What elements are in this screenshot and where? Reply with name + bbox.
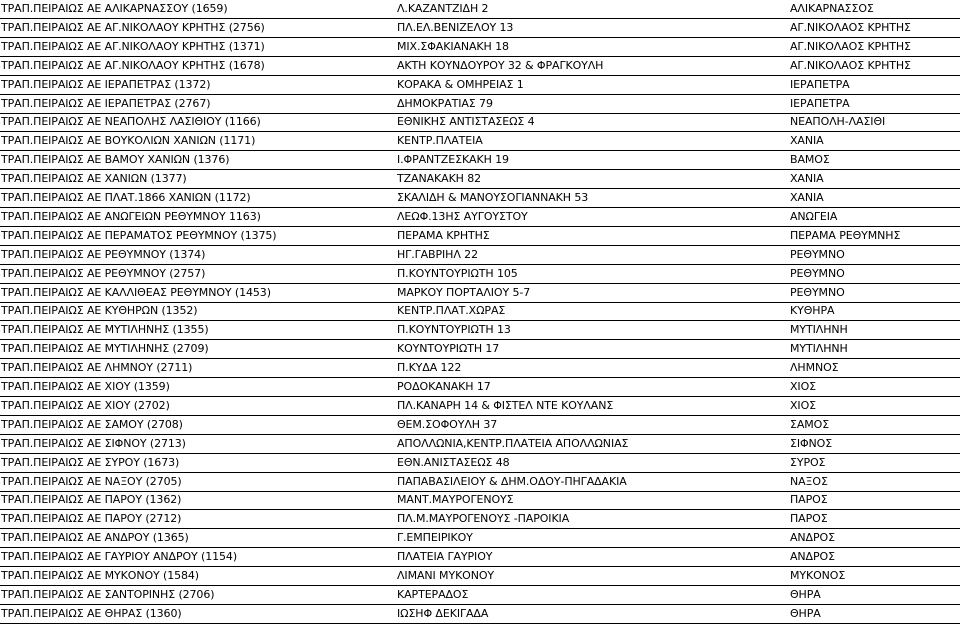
table-row (0, 76, 960, 95)
table-row (0, 435, 960, 454)
branch-name-cell: ΤΡΑΠ.ΠΕΙΡΑΙΩΣ ΑΕ ΠΑΡΟΥ (2712) (1, 512, 182, 526)
table-row (0, 57, 960, 76)
table-row (0, 227, 960, 246)
street-address-cell: Ι.ΦΡΑΝΤΖΕΣΚΑΚΗ 19 (397, 153, 509, 167)
branch-name-cell: ΤΡΑΠ.ΠΕΙΡΑΙΩΣ ΑΕ ΡΕΘΥΜΝΟΥ (2757) (1, 266, 206, 280)
street-address-cell: ΡΟΔΟΚΑΝΑΚΗ 17 (397, 380, 491, 393)
city-cell: ΑΝΩΓΕΙΑ (790, 209, 838, 223)
table-row (0, 170, 960, 189)
city-cell: ΑΓ.ΝΙΚΟΛΑΟΣ ΚΡΗΤΗΣ (790, 39, 911, 53)
city-cell: ΝΕΑΠΟΛΗ-ΛΑΣΙΘΙ (790, 115, 886, 129)
table-row (0, 95, 960, 114)
branch-name-cell: ΤΡΑΠ.ΠΕΙΡΑΙΩΣ ΑΕ ΜΥΤΙΛΗΝΗΣ (1355) (1, 323, 209, 337)
branch-name-cell: ΤΡΑΠ.ΠΕΙΡΑΙΩΣ ΑΕ ΜΥΚΟΝΟΥ (1584) (1, 569, 199, 582)
street-address-cell: ΗΓ.ΓΑΒΡΙΗΛ 22 (397, 247, 478, 261)
street-address-cell: ΘΕΜ.ΣΟΦΟΥΛΗ 37 (397, 417, 498, 431)
street-address-cell: ΛΕΩΦ.13ΗΣ ΑΥΓΟΥΣΤΟΥ (397, 209, 528, 223)
table-row (0, 132, 960, 151)
street-address-cell: ΠΛΑΤΕΙΑ ΓΑΥΡΙΟΥ (397, 550, 493, 564)
table-row (0, 491, 960, 510)
table-row (0, 454, 960, 473)
city-cell: ΧΑΝΙΑ (790, 191, 824, 204)
branch-name-cell: ΤΡΑΠ.ΠΕΙΡΑΙΩΣ ΑΕ ΒΟΥΚΟΛΙΩΝ ΧΑΝΙΩΝ (1171) (1, 134, 256, 148)
city-cell: ΑΛΙΚΑΡΝΑΣΣΟΣ (790, 2, 874, 15)
table-row (0, 378, 960, 397)
city-cell: ΣΙΦΝΟΣ (790, 436, 833, 450)
city-cell: ΣΑΜΟΣ (790, 417, 830, 431)
street-address-cell: ΠΕΡΑΜΑ ΚΡΗΤΗΣ (397, 228, 490, 242)
city-cell: ΘΗΡΑ (790, 587, 821, 601)
table-row (0, 510, 960, 529)
table-row (0, 0, 960, 19)
branch-name-cell: ΤΡΑΠ.ΠΕΙΡΑΙΩΣ ΑΕ ΛΗΜΝΟΥ (2711) (1, 361, 193, 375)
city-cell: ΠΑΡΟΣ (790, 512, 828, 526)
table-row (0, 529, 960, 548)
street-address-cell: ΑΠΟΛΛΩΝΙΑ,ΚΕΝΤΡ.ΠΛΑΤΕΙΑ ΑΠΟΛΛΩΝΙΑΣ (397, 436, 629, 450)
street-address-cell: ΛΙΜΑΝΙ ΜΥΚΟΝΟΥ (397, 569, 495, 582)
street-address-cell: ΠΛ.Μ.ΜΑΥΡΟΓΕΝΟΥΣ -ΠΑΡΟΙΚΙΑ (397, 512, 570, 526)
city-cell: ΧΙΟΣ (790, 380, 816, 393)
city-cell: ΧΙΟΣ (790, 398, 816, 412)
branch-name-cell: ΤΡΑΠ.ΠΕΙΡΑΙΩΣ ΑΕ ΣΑΜΟΥ (2708) (1, 417, 183, 431)
branch-name-cell: ΤΡΑΠ.ΠΕΙΡΑΙΩΣ ΑΕ ΑΓ.ΝΙΚΟΛΑΟΥ ΚΡΗΤΗΣ (1678) (1, 58, 265, 72)
branch-name-cell: ΤΡΑΠ.ΠΕΙΡΑΙΩΣ ΑΕ ΙΕΡΑΠΕΤΡΑΣ (1372) (1, 77, 211, 91)
table-row (0, 473, 960, 492)
table-row (0, 359, 960, 378)
street-address-cell: Γ.ΕΜΠΕΙΡΙΚΟΥ (397, 531, 473, 545)
street-address-cell: ΣΚΑΛΙΔΗ & ΜΑΝΟΥΣΟΓΙΑΝΝΑΚΗ 53 (397, 191, 589, 204)
branch-name-cell: ΤΡΑΠ.ΠΕΙΡΑΙΩΣ ΑΕ ΧΙΟΥ (2702) (1, 398, 170, 412)
city-cell: ΡΕΘΥΜΝΟ (790, 247, 845, 261)
branch-name-cell: ΤΡΑΠ.ΠΕΙΡΑΙΩΣ ΑΕ ΠΛΑΤ.1866 ΧΑΝΙΩΝ (1172) (1, 191, 251, 204)
table-row (0, 302, 960, 321)
city-cell: ΧΑΝΙΑ (790, 172, 824, 186)
branch-name-cell: ΤΡΑΠ.ΠΕΙΡΑΙΩΣ ΑΕ ΣΥΡΟΥ (1673) (1, 455, 180, 469)
branch-name-cell: ΤΡΑΠ.ΠΕΙΡΑΙΩΣ ΑΕ ΧΑΝΙΩΝ (1377) (1, 172, 187, 186)
street-address-cell: ΕΘΝΙΚΗΣ ΑΝΤΙΣΤΑΣΕΩΣ 4 (397, 115, 535, 129)
street-address-cell: ΜΙΧ.ΣΦΑΚΙΑΝΑΚΗ 18 (397, 39, 509, 53)
table-row (0, 340, 960, 359)
city-cell: ΠΑΡΟΣ (790, 493, 828, 507)
city-cell: ΑΓ.ΝΙΚΟΛΑΟΣ ΚΡΗΤΗΣ (790, 20, 911, 34)
branch-name-cell: ΤΡΑΠ.ΠΕΙΡΑΙΩΣ ΑΕ ΑΝΩΓΕΙΩΝ ΡΕΘΥΜΝΟΥ 1163) (1, 209, 261, 223)
city-cell: ΜΥΚΟΝΟΣ (790, 569, 846, 582)
city-cell: ΙΕΡΑΠΕΤΡΑ (790, 77, 850, 91)
branch-name-cell: ΤΡΑΠ.ΠΕΙΡΑΙΩΣ ΑΕ ΑΝΔΡΟΥ (1365) (1, 531, 189, 545)
street-address-cell: ΑΚΤΗ ΚΟΥΝΔΟΥΡΟΥ 32 & ΦΡΑΓΚΟΥΛΗ (397, 58, 604, 72)
street-address-cell: Π.ΚΥΔΑ 122 (397, 361, 462, 375)
table-row (0, 113, 960, 132)
city-cell: ΑΝΔΡΟΣ (790, 550, 835, 564)
city-cell: ΜΥΤΙΛΗΝΗ (790, 323, 848, 337)
branch-name-cell: ΤΡΑΠ.ΠΕΙΡΑΙΩΣ ΑΕ ΑΛΙΚΑΡΝΑΣΣΟΥ (1659) (1, 2, 228, 15)
street-address-cell: ΚΑΡΤΕΡΑΔΟΣ (397, 587, 469, 601)
table-row (0, 416, 960, 435)
street-address-cell: ΠΛ.ΕΛ.ΒΕΝΙΖΕΛΟΥ 13 (397, 20, 514, 34)
branch-name-cell: ΤΡΑΠ.ΠΕΙΡΑΙΩΣ ΑΕ ΙΕΡΑΠΕΤΡΑΣ (2767) (1, 96, 211, 110)
street-address-cell: Π.ΚΟΥΝΤΟΥΡΙΩΤΗ 105 (397, 266, 518, 280)
branch-name-cell: ΤΡΑΠ.ΠΕΙΡΑΙΩΣ ΑΕ ΜΥΤΙΛΗΝΗΣ (2709) (1, 342, 209, 356)
city-cell: ΘΗΡΑ (790, 606, 821, 620)
branch-name-cell: ΤΡΑΠ.ΠΕΙΡΑΙΩΣ ΑΕ ΑΓ.ΝΙΚΟΛΑΟΥ ΚΡΗΤΗΣ (1371) (1, 39, 265, 53)
table-row (0, 567, 960, 586)
city-cell: ΚΥΘΗΡΑ (790, 304, 835, 318)
branch-name-cell: ΤΡΑΠ.ΠΕΙΡΑΙΩΣ ΑΕ ΠΑΡΟΥ (1362) (1, 493, 182, 507)
city-cell: ΙΕΡΑΠΕΤΡΑ (790, 96, 850, 110)
branch-name-cell: ΤΡΑΠ.ΠΕΙΡΑΙΩΣ ΑΕ ΝΕΑΠΟΛΗΣ ΛΑΣΙΘΙΟΥ (1166) (1, 115, 261, 129)
city-cell: ΧΑΝΙΑ (790, 134, 824, 148)
branch-name-cell: ΤΡΑΠ.ΠΕΙΡΑΙΩΣ ΑΕ ΣΑΝΤΟΡΙΝΗΣ (2706) (1, 587, 215, 601)
city-cell: ΡΕΘΥΜΝΟ (790, 285, 845, 299)
street-address-cell: ΜΑΝΤ.ΜΑΥΡΟΓΕΝΟΥΣ (397, 493, 514, 507)
city-cell: ΑΝΔΡΟΣ (790, 531, 835, 545)
table-row (0, 208, 960, 227)
branch-name-cell: ΤΡΑΠ.ΠΕΙΡΑΙΩΣ ΑΕ ΧΙΟΥ (1359) (1, 380, 170, 393)
branch-name-cell: ΤΡΑΠ.ΠΕΙΡΑΙΩΣ ΑΕ ΚΑΛΛΙΘΕΑΣ ΡΕΘΥΜΝΟΥ (1453) (1, 285, 271, 299)
table-row (0, 548, 960, 567)
table-row (0, 246, 960, 265)
street-address-cell: Π.ΚΟΥΝΤΟΥΡΙΩΤΗ 13 (397, 323, 511, 337)
table-row (0, 321, 960, 340)
branch-name-cell: ΤΡΑΠ.ΠΕΙΡΑΙΩΣ ΑΕ ΘΗΡΑΣ (1360) (1, 606, 182, 620)
street-address-cell: Λ.ΚΑΖΑΝΤΖΙΔΗ 2 (397, 2, 489, 15)
branch-name-cell: ΤΡΑΠ.ΠΕΙΡΑΙΩΣ ΑΕ ΣΙΦΝΟΥ (2713) (1, 436, 186, 450)
street-address-cell: ΔΗΜΟΚΡΑΤΙΑΣ 79 (397, 96, 493, 110)
branch-name-cell: ΤΡΑΠ.ΠΕΙΡΑΙΩΣ ΑΕ ΚΥΘΗΡΩΝ (1352) (1, 304, 198, 318)
table-row (0, 38, 960, 57)
street-address-cell: ΠΛ.ΚΑΝΑΡΗ 14 & ΦΙΣΤΕΛ ΝΤΕ ΚΟΥΛΑΝΣ (397, 398, 614, 412)
table-row (0, 397, 960, 416)
street-address-cell: ΚΕΝΤΡ.ΠΛΑΤΕΙΑ (397, 134, 483, 148)
city-cell: ΒΑΜΟΣ (790, 153, 830, 167)
branch-name-cell: ΤΡΑΠ.ΠΕΙΡΑΙΩΣ ΑΕ ΠΕΡΑΜΑΤΟΣ ΡΕΘΥΜΝΟΥ (1375) (1, 228, 277, 242)
city-cell: ΜΥΤΙΛΗΝΗ (790, 342, 848, 356)
table-row (0, 19, 960, 38)
street-address-cell: ΤΖΑΝΑΚΑΚΗ 82 (397, 172, 482, 186)
table-row (0, 189, 960, 208)
street-address-cell: ΚΟΥΝΤΟΥΡΙΩΤΗ 17 (397, 342, 500, 356)
street-address-cell: ΚΕΝΤΡ.ΠΛΑΤ.ΧΩΡΑΣ (397, 304, 506, 318)
street-address-cell: ΚΟΡΑΚΑ & ΟΜΗΡΕΙΑΣ 1 (397, 77, 524, 91)
street-address-cell: ΕΘΝ.ΑΝΙΣΤΑΣΕΩΣ 48 (397, 455, 510, 469)
city-cell: ΣΥΡΟΣ (790, 455, 826, 469)
table-row (0, 605, 960, 624)
city-cell: ΡΕΘΥΜΝΟ (790, 266, 845, 280)
branch-name-cell: ΤΡΑΠ.ΠΕΙΡΑΙΩΣ ΑΕ ΒΑΜΟΥ ΧΑΝΙΩΝ (1376) (1, 153, 230, 167)
table-row (0, 284, 960, 303)
branch-name-cell: ΤΡΑΠ.ΠΕΙΡΑΙΩΣ ΑΕ ΑΓ.ΝΙΚΟΛΑΟΥ ΚΡΗΤΗΣ (2756) (1, 20, 265, 34)
city-cell: ΛΗΜΝΟΣ (790, 361, 839, 375)
city-cell: ΝΑΞΟΣ (790, 474, 828, 488)
branch-name-cell: ΤΡΑΠ.ΠΕΙΡΑΙΩΣ ΑΕ ΓΑΥΡΙΟΥ ΑΝΔΡΟΥ (1154) (1, 550, 238, 564)
branch-name-cell: ΤΡΑΠ.ΠΕΙΡΑΙΩΣ ΑΕ ΡΕΘΥΜΝΟΥ (1374) (1, 247, 206, 261)
street-address-cell: ΠΑΠΑΒΑΣΙΛΕΙΟΥ & ΔΗΜ.ΟΔΟΥ-ΠΗΓΑΔΑΚΙΑ (397, 474, 627, 488)
table-row (0, 265, 960, 284)
city-cell: ΑΓ.ΝΙΚΟΛΑΟΣ ΚΡΗΤΗΣ (790, 58, 911, 72)
table-row (0, 151, 960, 170)
city-cell: ΠΕΡΑΜΑ ΡΕΘΥΜΝΗΣ (790, 228, 901, 242)
branch-name-cell: ΤΡΑΠ.ΠΕΙΡΑΙΩΣ ΑΕ ΝΑΞΟΥ (2705) (1, 474, 182, 488)
street-address-cell: ΙΩΣΗΦ ΔΕΚΙΓΑΔΑ (397, 606, 489, 620)
table-row (0, 586, 960, 605)
street-address-cell: ΜΑΡΚΟΥ ΠΟΡΤΑΛΙΟΥ 5-7 (397, 285, 531, 299)
